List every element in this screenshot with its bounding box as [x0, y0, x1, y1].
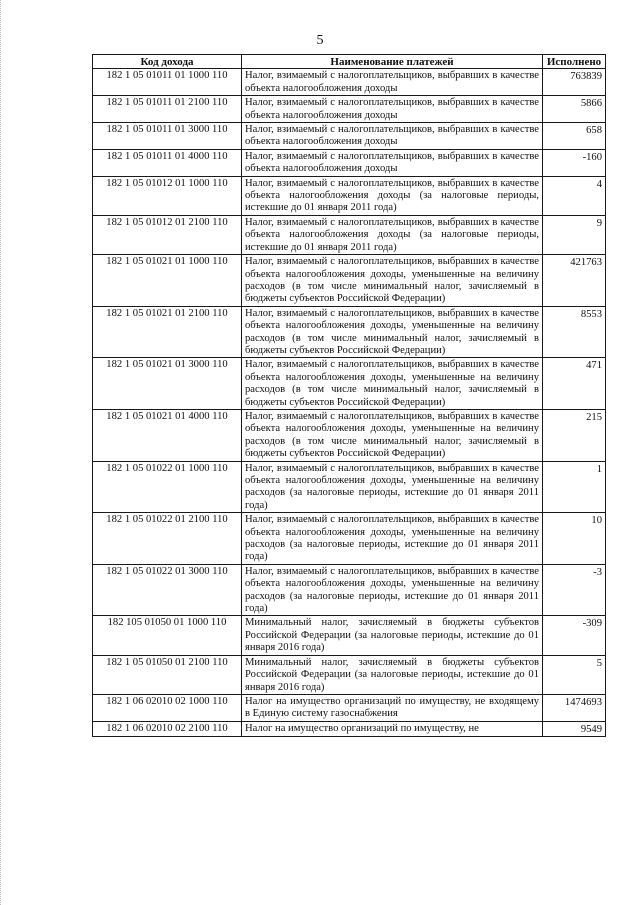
row-value: -3	[543, 564, 606, 616]
table-row	[93, 655, 606, 694]
row-value: 1	[543, 461, 606, 513]
header-code: Код дохода	[93, 55, 242, 69]
table-row	[93, 123, 606, 150]
page-number: 5	[316, 33, 324, 48]
row-value: 421763	[543, 255, 606, 307]
row-value: 215	[543, 409, 606, 461]
row-name: Налог, взимаемый с налогоплательщиков, выбравших в качестве объекта налогообложения доходы	[242, 123, 543, 150]
table-row	[93, 409, 606, 461]
row-name: Налог, взимаемый с налогоплательщиков, выбравших в качестве объекта налогообложения доходы, уменьшенные на величину расходов (в том числе минимальный налог, зачисляемый в бюджеты субъектов Российской Федерации)	[242, 306, 543, 358]
table-row	[93, 513, 606, 565]
table-row	[93, 616, 606, 655]
table-row	[93, 215, 606, 254]
row-code: 182 1 05 01011 01 4000 110	[93, 149, 242, 176]
row-name: Минимальный налог, зачисляемый в бюджеты субъектов Российской Федерации (за налоговые периоды, истекшие до 01 января 2016 года)	[242, 655, 543, 694]
table-row	[93, 721, 606, 736]
row-name: Налог, взимаемый с налогоплательщиков, выбравших в качестве объекта налогообложения доходы, уменьшенные на величину расходов (в том числе минимальный налог, зачисляемый в бюджеты субъектов Российской Федерации)	[242, 409, 543, 461]
row-code: 182 1 05 01021 01 2100 110	[93, 306, 242, 358]
table-row	[93, 96, 606, 123]
row-code: 182 105 01050 01 1000 110	[93, 616, 242, 655]
scan-edge	[0, 0, 7, 905]
row-name: Налог, взимаемый с налогоплательщиков, выбравших в качестве объекта налогообложения доходы	[242, 96, 543, 123]
row-value: 1474693	[543, 694, 606, 721]
row-name: Налог на имущество организаций по имуществу, не	[242, 721, 543, 736]
row-value: -309	[543, 616, 606, 655]
table-body	[93, 69, 606, 737]
row-name: Налог, взимаемый с налогоплательщиков, выбравших в качестве объекта налогообложения доходы, уменьшенные на величину расходов (за налоговые периоды, истекшие до 01 января 2011 года)	[242, 513, 543, 565]
row-name: Налог, взимаемый с налогоплательщиков, выбравших в качестве объекта налогообложения доходы	[242, 149, 543, 176]
row-code: 182 1 05 01021 01 4000 110	[93, 409, 242, 461]
row-value: 4	[543, 176, 606, 215]
row-code: 182 1 05 01021 01 1000 110	[93, 255, 242, 307]
row-name: Минимальный налог, зачисляемый в бюджеты субъектов Российской Федерации (за налоговые периоды, истекшие до 01 января 2016 года)	[242, 616, 543, 655]
row-name: Налог, взимаемый с налогоплательщиков, выбравших в качестве объекта налогообложения доходы, уменьшенные на величину расходов (за налоговые периоды, истекшие до 01 января 2011 года)	[242, 461, 543, 513]
table-header-row	[93, 55, 606, 69]
row-code: 182 1 05 01050 01 2100 110	[93, 655, 242, 694]
row-code: 182 1 06 02010 02 1000 110	[93, 694, 242, 721]
table-row	[93, 176, 606, 215]
row-name: Налог на имущество организаций по имуществу, не входящему в Единую систему газоснабжения	[242, 694, 543, 721]
row-code: 182 1 05 01021 01 3000 110	[93, 358, 242, 410]
row-value: 8553	[543, 306, 606, 358]
row-code: 182 1 05 01012 01 2100 110	[93, 215, 242, 254]
row-name: Налог, взимаемый с налогоплательщиков, выбравших в качестве объекта налогообложения доходы, уменьшенные на величину расходов (в том числе минимальный налог, зачисляемый в бюджеты субъектов Российской Федерации)	[242, 358, 543, 410]
table-row	[93, 306, 606, 358]
table-row	[93, 564, 606, 616]
table-row	[93, 694, 606, 721]
row-value: 9	[543, 215, 606, 254]
row-value: 471	[543, 358, 606, 410]
row-code: 182 1 05 01011 01 2100 110	[93, 96, 242, 123]
row-name: Налог, взимаемый с налогоплательщиков, выбравших в качестве объекта налогообложения доходы, уменьшенные на величину расходов (в том числе минимальный налог, зачисляемый в бюджеты субъектов Российской Федерации)	[242, 255, 543, 307]
row-value: 9549	[543, 721, 606, 736]
header-name: Наименование платежей	[242, 55, 543, 69]
table-row	[93, 461, 606, 513]
row-value: 5	[543, 655, 606, 694]
row-value: -160	[543, 149, 606, 176]
row-name: Налог, взимаемый с налогоплательщиков, выбравших в качестве объекта налогообложения доходы, уменьшенные на величину расходов (за налоговые периоды, истекшие до 01 января 2011 года)	[242, 564, 543, 616]
row-name: Налог, взимаемый с налогоплательщиков, выбравших в качестве объекта налогообложения доходы (за налоговые периоды, истекшие до 01 января 2011 года)	[242, 176, 543, 215]
row-name: Налог, взимаемый с налогоплательщиков, выбравших в качестве объекта налогообложения доходы	[242, 69, 543, 96]
table-row	[93, 149, 606, 176]
row-code: 182 1 05 01022 01 3000 110	[93, 564, 242, 616]
row-value: 763839	[543, 69, 606, 96]
table-row	[93, 255, 606, 307]
revenue-table	[92, 54, 606, 737]
row-code: 182 1 06 02010 02 2100 110	[93, 721, 242, 736]
row-value: 658	[543, 123, 606, 150]
row-code: 182 1 05 01012 01 1000 110	[93, 176, 242, 215]
row-code: 182 1 05 01022 01 1000 110	[93, 461, 242, 513]
header-value: Исполнено	[543, 55, 606, 69]
row-code: 182 1 05 01011 01 3000 110	[93, 123, 242, 150]
row-name: Налог, взимаемый с налогоплательщиков, выбравших в качестве объекта налогообложения доходы (за налоговые периоды, истекшие до 01 января 2011 года)	[242, 215, 543, 254]
row-value: 10	[543, 513, 606, 565]
row-code: 182 1 05 01011 01 1000 110	[93, 69, 242, 96]
table-row	[93, 358, 606, 410]
row-value: 5866	[543, 96, 606, 123]
table-row	[93, 69, 606, 96]
row-code: 182 1 05 01022 01 2100 110	[93, 513, 242, 565]
